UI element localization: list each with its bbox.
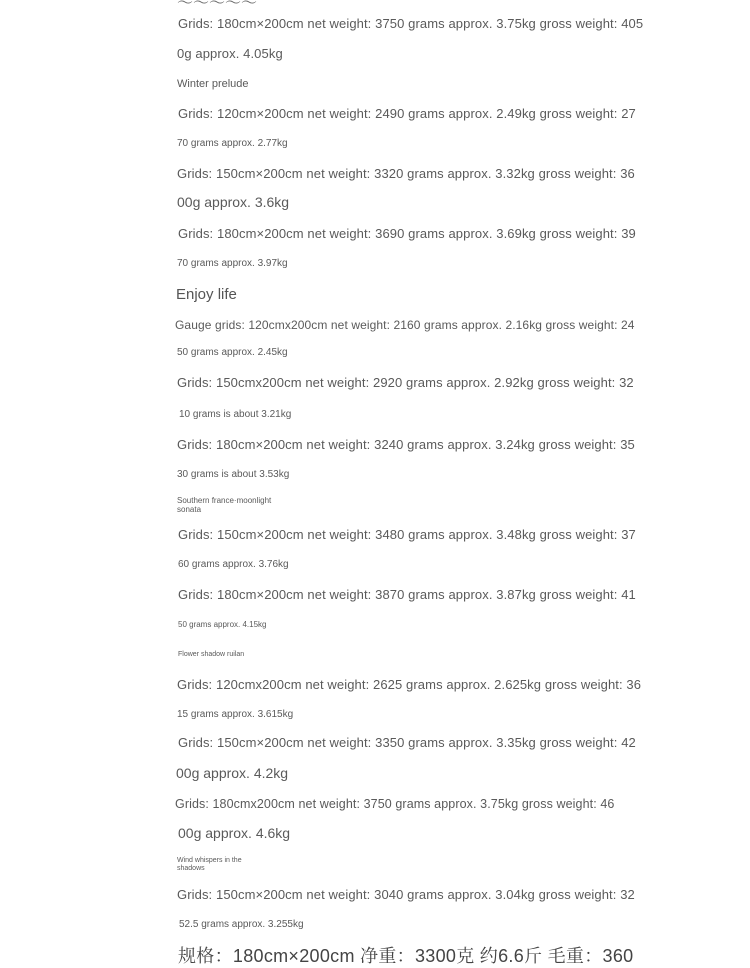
spec-line: 00g approx. 3.6kg	[177, 194, 290, 210]
spec-line: Grids: 150cm×200cm net weight: 3480 grams approx. 3.48kg gross weight: 37	[178, 527, 636, 542]
section-heading-line: sonata	[177, 505, 202, 514]
section-heading: Enjoy life	[176, 286, 237, 303]
spec-line: Grids: 150cm×200cm net weight: 3040 grams approx. 3.04kg gross weight: 32	[177, 887, 635, 902]
section-heading-line: shadows	[177, 865, 205, 872]
spec-line: Grids: 180cm×200cm net weight: 3240 grams approx. 3.24kg gross weight: 35	[177, 437, 635, 452]
spec-line: 50 grams approx. 4.15kg	[178, 620, 267, 629]
spec-line: Grids: 150cmx200cm net weight: 2920 grams approx. 2.92kg gross weight: 32	[177, 375, 634, 390]
top-cut-heading: 〜〜〜〜〜	[177, 0, 258, 12]
spec-line: 15 grams approx. 3.615kg	[177, 709, 294, 720]
spec-line: Grids: 180cm×200cm net weight: 3690 grams approx. 3.69kg gross weight: 39	[178, 226, 636, 241]
spec-line: 70 grams approx. 2.77kg	[177, 138, 288, 149]
spec-line: 50 grams approx. 2.45kg	[177, 347, 288, 358]
spec-line: 30 grams is about 3.53kg	[177, 469, 290, 480]
section-heading	[177, 857, 242, 873]
spec-line: Grids: 180cm×200cm net weight: 3870 grams approx. 3.87kg gross weight: 41	[178, 587, 636, 602]
spec-line-chinese: 规格：180cm×200cm 净重：3300克 约6.6斤 毛重：360	[178, 946, 634, 966]
section-heading	[177, 496, 271, 514]
spec-line: Grids: 180cmx200cm net weight: 3750 grams approx. 3.75kg gross weight: 46	[175, 797, 615, 811]
spec-line: Grids: 120cmx200cm net weight: 2625 grams approx. 2.625kg gross weight: 36	[177, 677, 642, 692]
spec-line: 00g approx. 4.2kg	[176, 765, 289, 781]
spec-line: 70 grams approx. 3.97kg	[177, 258, 288, 269]
spec-line: 0g approx. 4.05kg	[177, 46, 283, 61]
spec-line: 60 grams approx. 3.76kg	[178, 559, 289, 570]
section-heading: Flower shadow ruilan	[178, 651, 245, 658]
spec-line: Grids: 180cm×200cm net weight: 3750 grams approx. 3.75kg gross weight: 405	[178, 16, 644, 31]
section-heading-line: Wind whispers in the	[177, 857, 242, 864]
spec-line: Gauge grids: 120cmx200cm net weight: 2160 grams approx. 2.16kg gross weight: 24	[175, 318, 635, 332]
section-heading-line: Southern france·moonlight	[177, 496, 272, 505]
spec-line: 52.5 grams approx. 3.255kg	[179, 919, 304, 930]
spec-line: Grids: 150cm×200cm net weight: 3350 grams approx. 3.35kg gross weight: 42	[178, 735, 636, 750]
spec-line: Grids: 120cm×200cm net weight: 2490 grams approx. 2.49kg gross weight: 27	[178, 106, 636, 121]
section-heading: Winter prelude	[177, 78, 249, 90]
spec-line: 10 grams is about 3.21kg	[179, 409, 292, 420]
spec-line: Grids: 150cm×200cm net weight: 3320 grams approx. 3.32kg gross weight: 36	[177, 166, 635, 181]
spec-line: 00g approx. 4.6kg	[178, 825, 291, 841]
